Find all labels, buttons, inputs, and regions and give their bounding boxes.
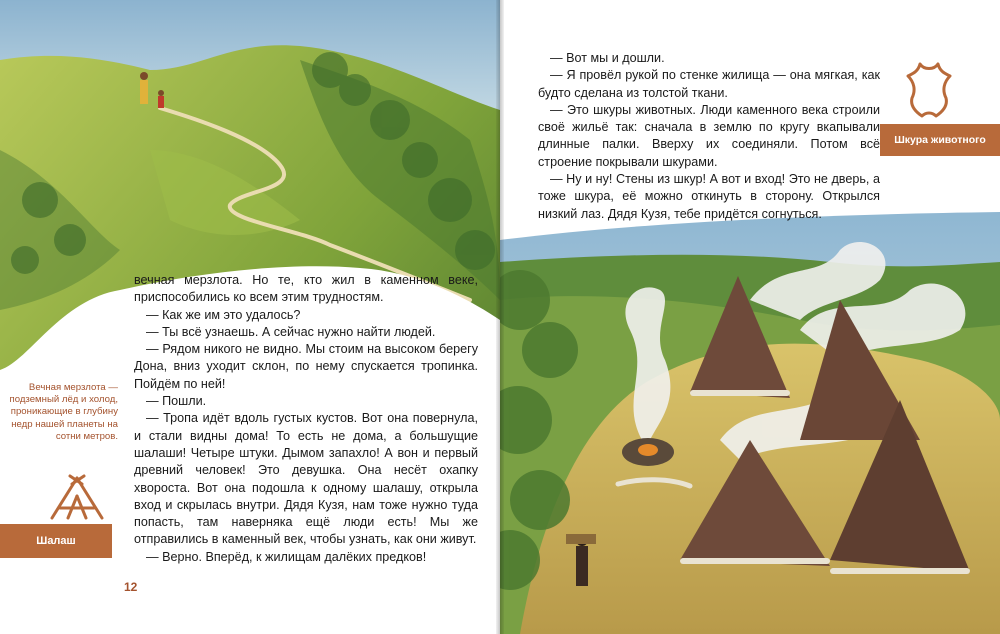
paragraph: — Верно. Вперёд, к жилищам далёких предков! [146, 549, 427, 564]
paragraph: — Как же им это удалось? [146, 307, 301, 322]
hut-icon [46, 474, 108, 522]
paragraph: — Вот мы и дошли. [550, 51, 665, 65]
paragraph: — Тропа идёт вдоль густых кустов. Вот она повернула, и стали видны дома! То есть не дома, а большущие шалаши! Четыре штуки. Дымом запахло! А вон и первый древний человек! Это девушка. Она несёт охапку хвороста. Вот она подошла к одному шалашу, открыла вход и скрылась внутри. Дядя Кузя, нам тоже нужно туда попасть, там наверняка ещё люди есть! Мы же отправились в каменный век, чтобы узнать, как они живут. [134, 411, 478, 547]
paragraph: вечная мерзлота. Но те, кто жил в каменном веке, приспособились ко всем этим трудностям. [134, 273, 478, 305]
right-page [500, 0, 1000, 634]
paragraph: — Ну и ну! Стены из шкур! А вот и вход! Это не дверь, а тоже шкура, её можно откинуть в сторону. Открылся низкий лаз. Дядя Кузя, тебе придётся согнуться. [538, 172, 880, 221]
glossary-note: Вечная мерзлота — подземный лёд и холод, проникающие в глубину недр нашей планеты на сотни метров. [9, 382, 118, 442]
paragraph: — Это шкуры животных. Люди каменного века строили своё жильё так: сначала в землю по кругу вкапывали длинные палки. Вверху их соединяли. Потом всё строение покрывали шкурами. [538, 102, 880, 169]
glossary-tag-animal-hide: Шкура животного [880, 124, 1000, 156]
glossary-tag-hut: Шалаш [0, 524, 112, 558]
paragraph: — Я провёл рукой по стенке жилища — она мягкая, как будто сделана из толстой ткани. [538, 68, 880, 100]
book-gutter [496, 0, 504, 634]
paragraph: — Ты всё узнаешь. А сейчас нужно найти людей. [146, 324, 436, 339]
page-number: 12 [124, 580, 138, 594]
animal-hide-icon [906, 62, 952, 118]
right-body-text [538, 50, 880, 223]
paragraph: — Рядом никого не видно. Мы стоим на высоком берегу Дона, вниз уходит склон, по нему спускается тропинка. Пойдём по ней! [134, 342, 478, 391]
left-body-text [134, 272, 478, 566]
paragraph: — Пошли. [146, 394, 207, 409]
